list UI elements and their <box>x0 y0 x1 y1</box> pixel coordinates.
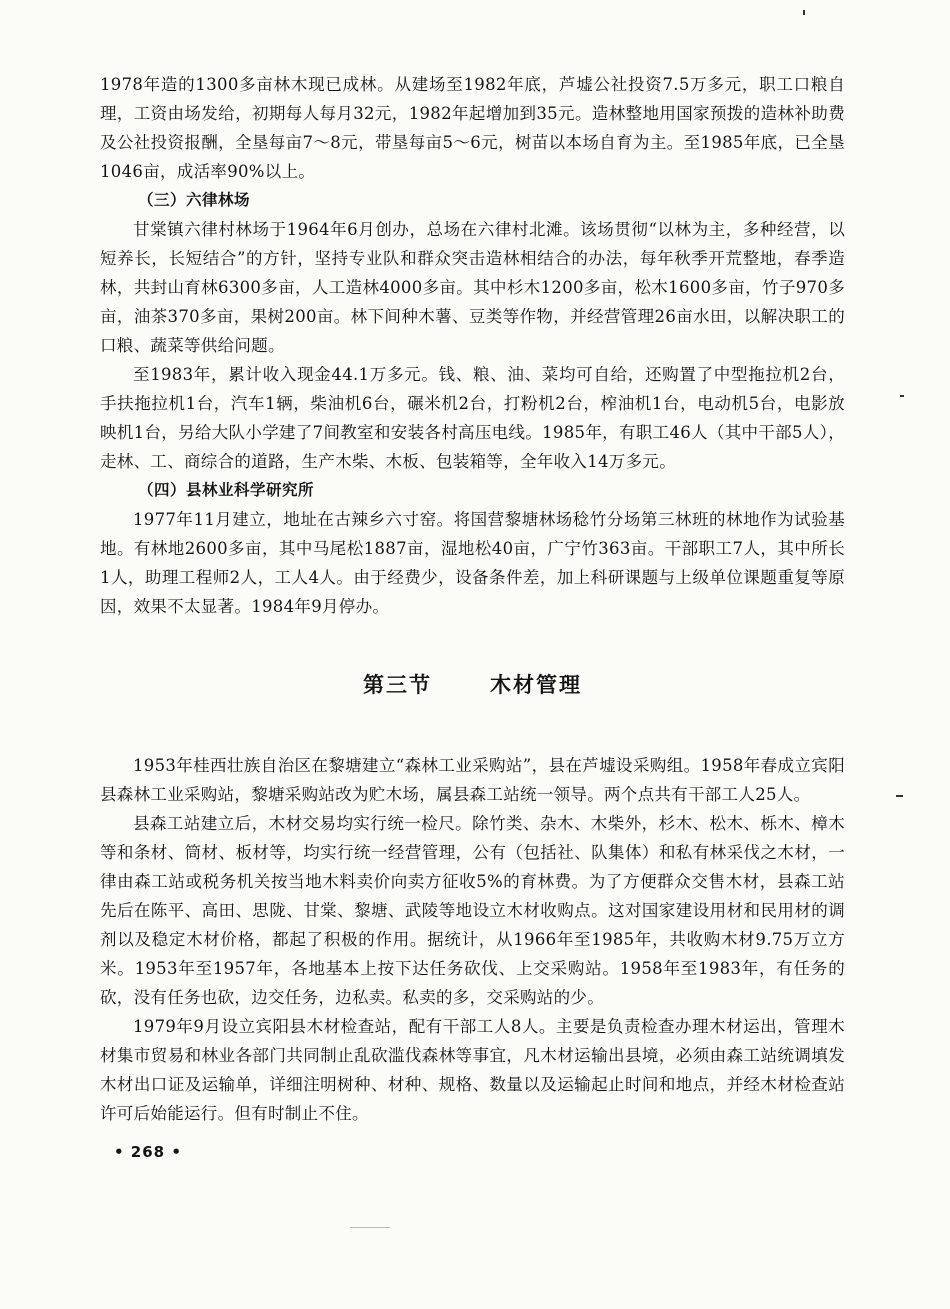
page-body <box>100 70 845 1128</box>
paragraph: 1977年11月建立，地址在古辣乡六寸窑。将国营黎塘林场稔竹分场第三林班的林地作为试验基地。有林地2600多亩，其中马尾松1887亩，湿地松40亩，广宁竹363亩。干部职工7人，其中所长1人，助理工程师2人，工人4人。由于经费少，设备条件差，加上科研课题与上级单位课题重复等原因，效果不太显著。1984年9月停办。 <box>100 510 845 616</box>
paragraph: 1953年桂西壮族自治区在黎塘建立“森林工业采购站”，县在芦墟设采购组。1958年春成立宾阳县森林工业采购站，黎塘采购站改为贮木场，属县森工站统一领导。两个点共有干部工人25人。 <box>100 756 845 804</box>
subsection-title-research-institute: （四）县林业科学研究所 <box>138 481 315 499</box>
scan-speck <box>350 1227 390 1228</box>
paragraph: 至1983年，累计收入现金44.1万多元。钱、粮、油、菜均可自给，还购置了中型拖拉机2台，手扶拖拉机1台，汽车1辆，柴油机6台，碾米机2台，打粉机2台，榨油机1台，电动机5台，电影放映机1台，另给大队小学建了7间教室和安装各村高压电线。1985年，有职工46人（其中干部5人），走林、工、商综合的道路，生产木柴、木板、包装箱等，全年收入14万多元。 <box>100 365 845 471</box>
section-heading <box>100 669 845 699</box>
section-number: 第三节 <box>363 673 432 697</box>
scan-speck <box>896 795 903 797</box>
paragraph: 1979年9月设立宾阳县木材检查站，配有干部工人8人。主要是负责检查办理木材运出，管理木材集市贸易和林业各部门共同制止乱砍滥伐森林等事宜，凡木材运输出县境，必须由森工站统调填发木材出口证及运输单，详细注明树种、材种、规格、数量以及运输起止时间和地点，并经木材检查站许可后始能运行。但有时制止不住。 <box>100 1017 845 1123</box>
scan-speck <box>900 395 904 397</box>
paragraph: 甘棠镇六律村林场于1964年6月创办，总场在六律村北滩。该场贯彻“以林为主，多种经营，以短养长，长短结合”的方针，坚持专业队和群众突击造林相结合的办法，每年秋季开荒整地，春季造林，共封山育林6300多亩，人工造林4000多亩。其中杉木1200多亩，松木1600多亩，竹子970多亩，油茶370多亩，果树200亩。林下间种木薯、豆类等作物，并经营管理26亩水田，以解决职工的口粮、蔬菜等供给问题。 <box>100 220 845 355</box>
section-title: 木材管理 <box>490 673 582 697</box>
paragraph: 县森工站建立后，木材交易均实行统一检尺。除竹类、杂木、木柴外，杉木、松木、栎木、樟木等和条材、筒材、板材等，均实行统一经营管理，公有（包括社、队集体）和私有林采伐之木材，一律由森工站或税务机关按当地木料卖价向卖方征收5%的育林费。为了方便群众交售木材，县森工站先后在陈平、高田、思陇、甘棠、黎塘、武陵等地设立木材收购点。这对国家建设用材和民用材的调剂以及稳定木材价格，都起了积极的作用。据统计，从1966年至1985年，共收购木材9.75万立方米。1953年至1957年，各地基本上按下达任务砍伐、上交采购站。1958年至1983年，有任务的砍，没有任务也砍，边交任务，边私卖。私卖的多，交采购站的少。 <box>100 814 845 1007</box>
paragraph-continuation: 1978年造的1300多亩林木现已成林。从建场至1982年底，芦墟公社投资7.5万多元，职工口粮自理，工资由场发给，初期每人每月32元，1982年起增加到35元。造林整地用国家预拨的造林补助费及公社投资报酬，全垦每亩7～8元，带垦每亩5～6元，树苗以本场自育为主。至1985年底，已全垦1046亩，成活率90%以上。 <box>100 75 845 181</box>
page-number: • 268 • <box>114 1143 182 1161</box>
scan-speck <box>803 10 805 15</box>
subsection-title-liulv: （三）六律林场 <box>138 191 251 209</box>
